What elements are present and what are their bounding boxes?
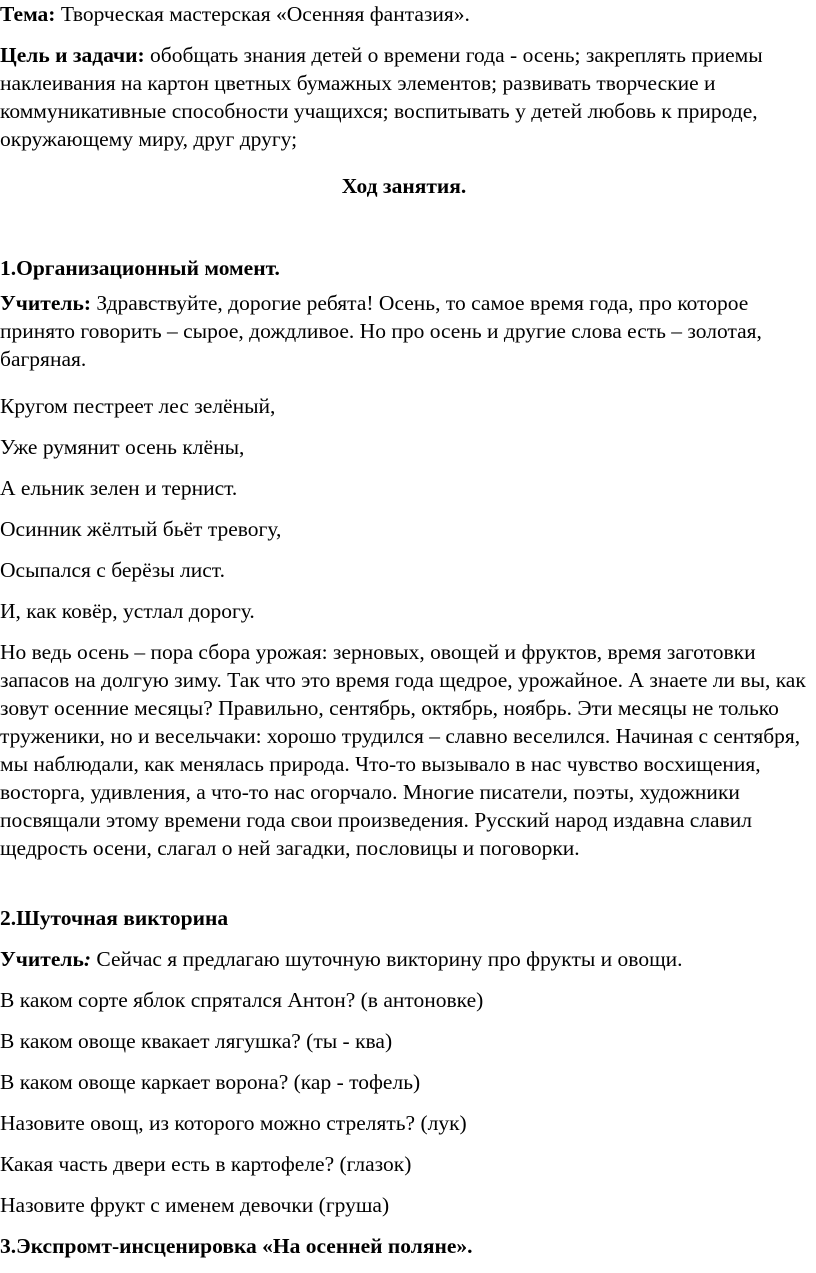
quiz-question: Назовите фрукт с именем девочки (груша): [0, 1193, 390, 1217]
topic-text: Творческая мастерская «Осенняя фантазия».: [55, 2, 470, 26]
course-heading: Ход занятия.: [341, 174, 467, 198]
teacher-greeting-paragraph: [0, 289, 808, 373]
quiz-question: В каком овоще каркает ворона? (кар - тофель): [0, 1070, 421, 1094]
poem-line: Уже румянит осень клёны,: [0, 435, 245, 459]
section2-heading: 2.Шуточная викторина: [0, 906, 229, 930]
teacher-greeting-text: Здравствуйте, дорогие ребята! Осень, то самое время года, про которое принято говорить – сырое, дождливое. Но про осень и другие слова есть – золотая, багряная.: [0, 291, 762, 371]
poem-line: А ельник зелен и тернист.: [0, 476, 238, 500]
poem-line: И, как ковёр, устлал дорогу.: [0, 599, 255, 623]
section3-heading: 3.Экспромт-инсценировка «На осенней поляне».: [0, 1234, 473, 1258]
teacher-quiz-text: Сейчас я предлагаю шуточную викторину про фрукты и овощи.: [91, 947, 683, 971]
topic-line: [0, 0, 808, 28]
harvest-paragraph: Но ведь осень – пора сбора урожая: зерновых, овощей и фруктов, время заготовки запасов на долгую зиму. Так что это время года щедрое, урожайное. А знаете ли вы, как зовут осенние месяцы? Правильно, сентябрь, октябрь, ноябрь. Эти месяцы не только труженики, но и весельчаки: хорошо трудился – славно веселился. Начиная с сентября, мы наблюдали, как менялась природа. Что-то вызывало в нас чувство восхищения, восторга, удивления, а что-то нас огорчало. Многие писатели, поэты, художники посвящали этому времени года свои произведения. Русский народ издавна славил щедрость осени, слагал о ней загадки, пословицы и поговорки.: [0, 640, 806, 860]
section1-heading: 1.Организационный момент.: [0, 256, 280, 280]
poem-line: Осинник жёлтый бьёт тревогу,: [0, 517, 282, 541]
goals-text: обобщать знания детей о времени года - осень; закреплять приемы наклеивания на картон цветных бумажных элементов; развивать творческие и коммуникативные способности учащихся; воспитывать у детей любовь к природе, окружающему миру, друг другу;: [0, 43, 763, 151]
poem-line: Кругом пестреет лес зелёный,: [0, 394, 276, 418]
goals-label: Цель и задачи:: [0, 43, 145, 67]
teacher-quiz-paragraph: [0, 945, 808, 973]
quiz-question: Назовите овощ, из которого можно стрелять? (лук): [0, 1111, 467, 1135]
quiz-question: Какая часть двери есть в картофеле? (глазок): [0, 1152, 412, 1176]
goals-paragraph: [0, 41, 808, 153]
teacher-label: Учитель:: [0, 291, 91, 315]
quiz-question: В каком сорте яблок спрятался Антон? (в антоновке): [0, 988, 484, 1012]
quiz-question: В каком овоще квакает лягушка? (ты - ква): [0, 1029, 393, 1053]
poem-line: Осыпался с берёзы лист.: [0, 558, 225, 582]
teacher-label: Учитель: [0, 947, 84, 971]
teacher-colon: :: [83, 947, 91, 971]
topic-label: Тема:: [0, 2, 56, 26]
